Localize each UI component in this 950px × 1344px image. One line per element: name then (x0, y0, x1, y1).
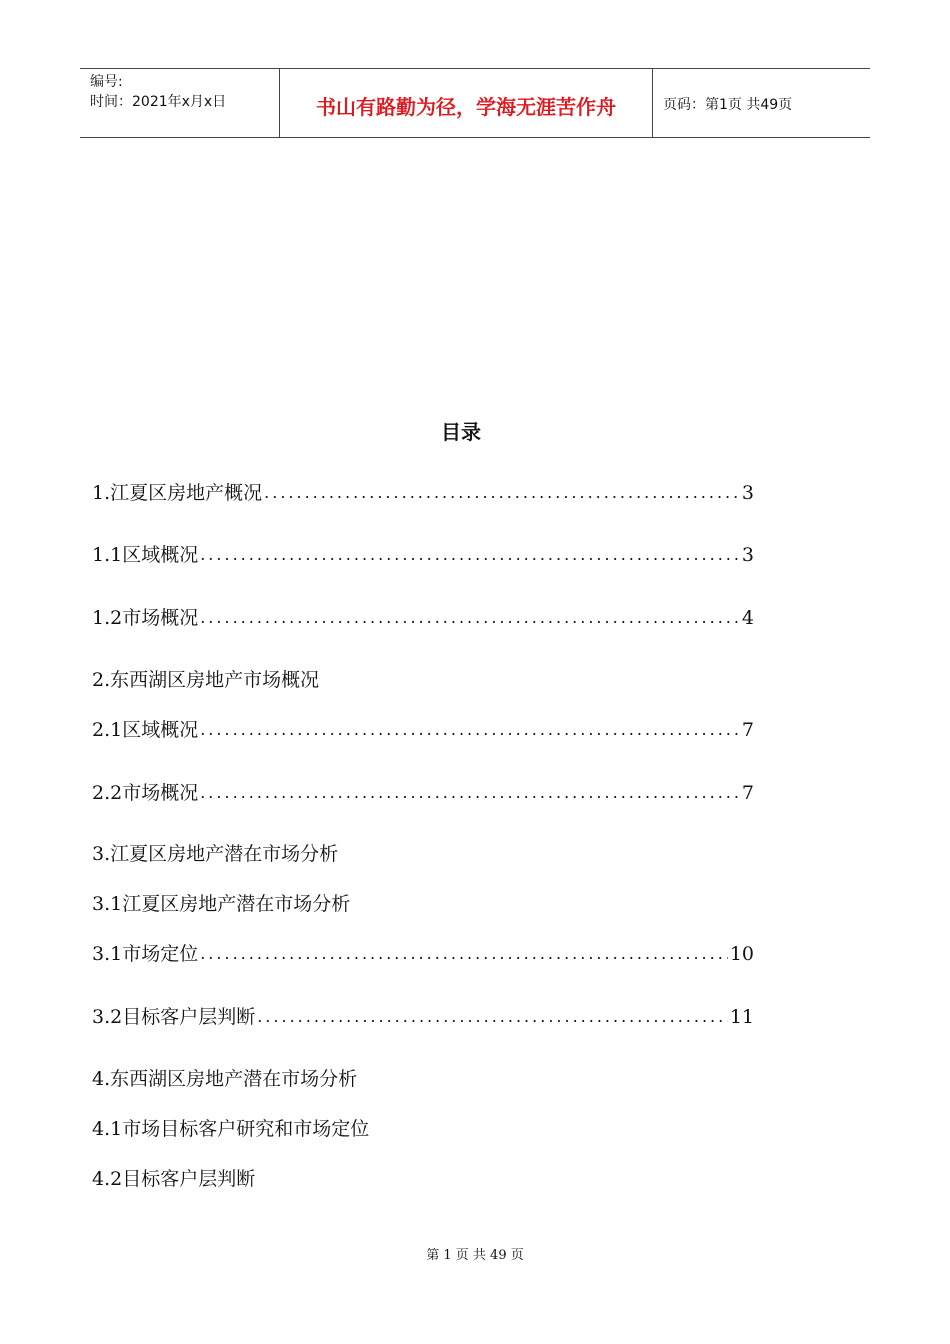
toc-leader-dots (200, 939, 728, 969)
toc-entry[interactable] (92, 1064, 754, 1094)
document-number-label: 编号: (90, 74, 123, 90)
toc-entry[interactable] (92, 939, 754, 969)
header-page-info: 页码：第1页 共49页 (663, 97, 793, 113)
toc-entry-label: 1.江夏区房地产概况 (92, 482, 263, 504)
toc-entry-label: 3.1江夏区房地产潜在市场分析 (92, 893, 351, 915)
toc-entry[interactable] (92, 839, 754, 869)
toc-entry-label: 4.1市场目标客户研究和市场定位 (92, 1118, 370, 1140)
toc-entry-page: 7 (741, 719, 754, 741)
toc-leader-dots (257, 1002, 728, 1032)
toc-entry[interactable] (92, 778, 754, 808)
header-meta (80, 69, 280, 137)
toc-entry[interactable] (92, 1164, 754, 1194)
header-motto: 书山有路勤为径，学海无涯苦作舟 (280, 69, 653, 137)
toc-entry-page: 4 (741, 607, 754, 629)
toc-entry-page: 10 (729, 943, 754, 965)
toc-entry-page: 3 (741, 544, 754, 566)
toc-entry-page: 11 (729, 1006, 754, 1028)
toc-title: 目录 (441, 420, 481, 444)
toc-entry-label: 4.东西湖区房地产潜在市场分析 (92, 1068, 358, 1090)
toc-entry[interactable] (92, 665, 754, 695)
toc-entry-label: 3.江夏区房地产潜在市场分析 (92, 843, 339, 865)
toc-entry[interactable] (92, 1002, 754, 1032)
toc-entry[interactable] (92, 478, 754, 508)
toc-entry-label: 2.东西湖区房地产市场概况 (92, 669, 320, 691)
toc-leader-dots (200, 603, 740, 633)
toc-entry[interactable] (92, 1114, 754, 1144)
toc-entry-label: 3.2目标客户层判断 (92, 1006, 256, 1028)
toc-entry-label: 2.1区域概况 (92, 719, 199, 741)
toc-leader-dots (264, 478, 740, 508)
toc-entry-page: 7 (741, 782, 754, 804)
toc-entry-label: 3.1市场定位 (92, 943, 199, 965)
toc-entry-label: 4.2目标客户层判断 (92, 1168, 256, 1190)
page-header (80, 68, 870, 138)
toc-entry-page: 3 (741, 482, 754, 504)
toc-entry[interactable] (92, 889, 754, 919)
toc-leader-dots (200, 715, 740, 745)
toc-leader-dots (200, 540, 740, 570)
toc-entry[interactable] (92, 603, 754, 633)
toc-entry-label: 1.2市场概况 (92, 607, 199, 629)
toc-entry-label: 1.1区域概况 (92, 544, 199, 566)
toc-leader-dots (200, 778, 740, 808)
toc-entry[interactable] (92, 540, 754, 570)
toc-entry-label: 2.2市场概况 (92, 782, 199, 804)
toc-entry[interactable] (92, 715, 754, 745)
page-footer: 第 1 页 共 49 页 (426, 1248, 524, 1263)
document-time: 时间：2021年x月x日 (90, 94, 227, 110)
